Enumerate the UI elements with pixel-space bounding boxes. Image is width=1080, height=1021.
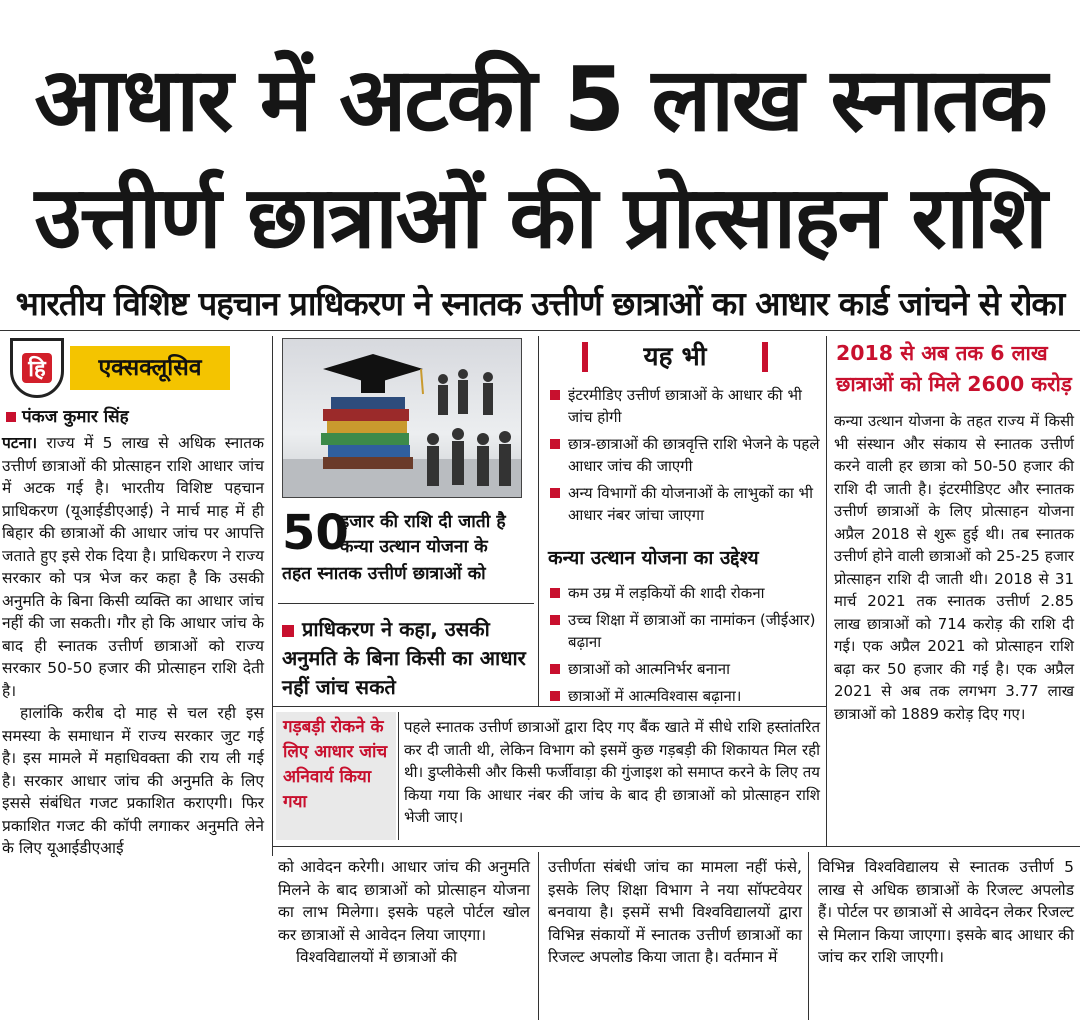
list-item: छात्राओं में आत्मविश्वास बढ़ाना।: [548, 685, 820, 707]
list-item: इंटरमीडिए उत्तीर्ण छात्राओं के आधार की भी जांच होगी: [548, 384, 820, 428]
yah-bhi-heading: [580, 338, 770, 376]
byline-name: पंकज कुमार सिंह: [22, 407, 129, 427]
right-box-heading: 2018 से अब तक 6 लाख छात्राओं को मिले 2600 करोड़: [836, 341, 1072, 396]
column-1-para-1: राज्य में 5 लाख से अधिक स्नातक उत्तीर्ण छात्राओं की प्रोत्साहन राशि आधार जांच में अटक गई है। भारतीय विशिष्ट पहचान प्राधिकरण (यूआईडीएआई) ने मार्च माह में ही बिहार की छात्राओं की आधार जांच पर आपत्ति जताते हुए इसे रोक दिया है। प्राधिकरण ने राज्य सरकार को पत्र भेज कर कहा है कि उसकी अनुमति के बिना किसी व्यक्ति का आधार जांच नहीं की जा सकती। गौर हो कि आधार जांच के बाद ही स्नातक उत्तीर्ण छात्राओं को राज्य सरकार 50-50 हजार की प्रोत्साहन राशि देती है।: [2, 434, 264, 700]
dateline: पटना।: [2, 434, 38, 452]
bottom-divider-3: [808, 852, 809, 1020]
heading-bar-left-icon: [582, 342, 588, 372]
yah-bhi-list: [548, 384, 820, 531]
top-divider: [0, 330, 1080, 331]
pull-quote-text: प्राधिकरण ने कहा, उसकी अनुमति के बिना किसी का आधार नहीं जांच सकते: [282, 617, 526, 699]
exclusive-tag: एक्सक्लूसिव: [70, 346, 230, 390]
column-divider-2: [538, 336, 539, 706]
gadbadi-heading: गड़बड़ी रोकने के लिए आधार जांच अनिवार्य किया गया: [283, 717, 388, 812]
quote-bullet-icon: [282, 625, 294, 637]
list-item: छात्र-छात्राओं की छात्रवृत्ति राशि भेजने के पहले आधार जांच की जाएगी: [548, 433, 820, 477]
graduation-photo: [282, 338, 522, 498]
bottom-column-4: विभिन्न विश्वविद्यालय से स्नातक उत्तीर्ण 5 लाख से अधिक छात्राओं के रिजल्ट अपलोड हैं। पोर्टल पर छात्राओं से आवेदन लेकर रिजल्ट से मिलान किया जाएगा। इसके बाद आधार की जांच कर राशि जाएगी।: [818, 858, 1074, 966]
heading-bar-right-icon: [762, 342, 768, 372]
pull-quote: [282, 615, 532, 702]
bottom-column-2-para-1: को आवेदन करेगी। आधार जांच की अनुमति मिलने के बाद छात्राओं को प्रोत्साहन योजना का लाभ मिलेगा। इसके पहले पोर्टल खोल कर छात्राओं से आवेदन लिया जाएगा।: [278, 858, 530, 944]
graduation-illustration: [283, 339, 522, 498]
fifty-text-2: तहत स्नातक उत्तीर्ण छात्राओं को: [282, 564, 486, 584]
column-1-body: [2, 432, 264, 860]
objective-heading: कन्या उत्थान योजना का उद्देश्य: [548, 547, 759, 569]
list-item: उच्च शिक्षा में छात्राओं का नामांकन (जीईआर) बढ़ाना: [548, 609, 820, 653]
gadbadi-body: पहले स्नातक उत्तीर्ण छात्राओं द्वारा दिए गए बैंक खाते में सीधे राशि हस्तांतरित कर दी जाती थी, लेकिन विभाग को इसमें कुछ गड़बड़ी की शिकायत मिल रही थी। डुप्लीकेसी और किसी फर्जीवाड़ा की गुंजाइश को समाप्त करने के लिए तय किया गया कि आधार नंबर की जांच के बाद ही छात्राओं को प्रोत्साहन राशि भेजी जाए।: [404, 718, 820, 826]
column-1-para-2: हालांकि करीब दो माह से चल रही इस समस्या के समाधान में राज्य सरकार जुट गई है। इस मामले में महाधिवक्ता की राय ली गई है। सरकार आधार जांच की अनुमति के लिए इससे संबंधित गजट प्रकाशित कराएगी। फिर प्रकाशित गजट की कॉपी लगाकर अनुमति लेने के लिए यूआईडीएआई: [2, 704, 264, 857]
hindustan-logo: [10, 338, 64, 398]
list-item: अन्य विभागों की योजनाओं के लाभुकों का भी आधार नंबर जांचा जाएगा: [548, 482, 820, 526]
column-divider-3: [826, 336, 827, 846]
yah-bhi-title: यह भी: [643, 342, 707, 372]
right-box-body: कन्या उत्थान योजना के तहत राज्य में किसी भी संस्थान और संकाय से स्नातक उत्तीर्ण करने वाली हर छात्रा को 50-50 हजार की राशि दी जाती है। इंटरमीडिएट और स्नातक उत्तीर्ण छात्राओं के लिए प्रोत्साहन योजना अप्रैल 2018 से शुरू हुई थी। तब स्नातक उत्तीर्ण होने वाली छात्राओं को 25-25 हजार प्रोत्साहन राशि दी जाती थी। 2018 से 31 मार्च 2021 तक स्नातक उत्तीर्ण 2.85 लाख छात्राओं को 714 करोड़ की राशि दी गई। एक अप्रैल 2021 को प्रोत्साहन राशि बढ़ा कर 50 हजार की गई है। एक अप्रैल 2021 से अब तक लगभग 3.77 लाख छात्राओं को 1889 करोड़ दिए गए।: [834, 412, 1074, 723]
headline-line-1: आधार में अटकी 5 लाख स्नातक: [34, 48, 1046, 151]
subheadline: भारतीय विशिष्ट पहचान प्राधिकरण ने स्नातक उत्तीर्ण छात्राओं का आधार कार्ड जांचने से रोका: [15, 284, 1065, 323]
bottom-column-2: [278, 856, 530, 969]
bottom-column-3: उत्तीर्णता संबंधी जांच का मामला नहीं फंसे, इसके लिए शिक्षा विभाग ने नया सॉफ्टवेयर बनवाया है। इसमें सभी विश्वविद्यालयों द्वारा विभिन्न संकायों में स्नातक उत्तीर्ण छात्राओं का रिजल्ट अपलोड किया जाता है। वर्तमान में: [548, 858, 802, 966]
bottom-divider-2: [538, 852, 539, 1020]
bottom-column-2-para-2: विश्वविद्यालयों में छात्राओं की: [296, 948, 458, 966]
list-item: छात्राओं को आत्मनिर्भर बनाना: [548, 658, 820, 680]
objective-list: [548, 582, 820, 712]
fifty-number: 50: [282, 505, 349, 561]
list-item: कम उम्र में लड़कियों की शादी रोकना: [548, 582, 820, 604]
byline: [6, 405, 256, 429]
gadbadi-divider: [398, 712, 399, 840]
fifty-divider: [278, 603, 534, 604]
logo-letter: हि: [22, 353, 52, 383]
fifty-text-1: हजार की राशि दी जाती है कन्या उत्थान योजना के: [340, 512, 506, 557]
byline-bullet-icon: [6, 412, 16, 422]
column-divider-1: [272, 336, 273, 856]
gadbadi-bottom-line: [272, 846, 1080, 847]
headline-line-2: उत्तीर्ण छात्राओं की प्रोत्साहन राशि: [34, 168, 1046, 268]
